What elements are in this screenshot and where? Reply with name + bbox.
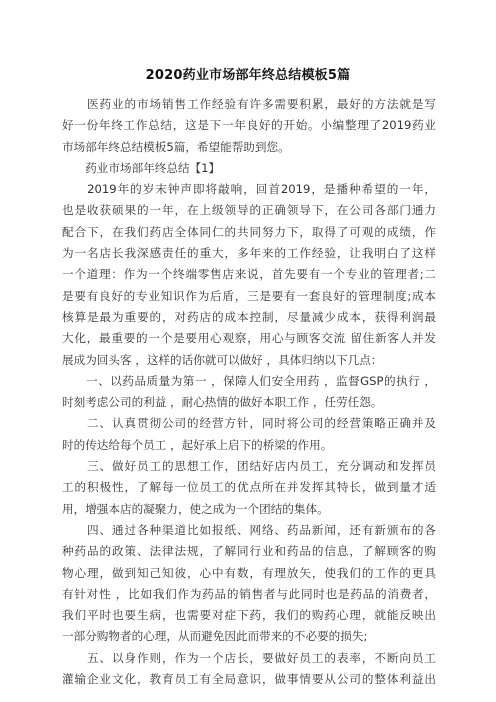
body-line: 工的积极性，了解每一位员工的优点所在并发挥其特长，做到量才适 — [62, 480, 436, 495]
body-line: 市场部年终总结模板5篇，希望能帮助到您。 — [62, 139, 290, 154]
body-line: 三、做好员工的思想工作，团结好店内员工，充分调动和发挥员 — [62, 459, 436, 474]
body-line: 一、以药品质量为第一 ，保障人们安全用药 ，监督GSP的执行 ， — [62, 373, 436, 388]
body-line: 2019年的岁末钟声即将敲响，回首2019，是播种希望的一年， — [62, 182, 436, 197]
body-line: 也是收获硕果的一年，在上级领导的正确领导下，在公司各部门通力 — [62, 203, 436, 218]
body-line: 配合下，在我们药店全体同仁的共同努力下，取得了可观的成绩，作 — [62, 224, 436, 239]
body-line: 四、通过各种渠道比如报纸、网络、药品新闻，还有新颁布的各 — [62, 522, 436, 537]
body-line: 是要有良好的专业知识作为后盾，三是要有一套良好的管理制度;成本 — [62, 288, 436, 303]
body-line: 为一名店长我深感责任的重大，多年来的工作经验，让我明白了这样 — [62, 246, 436, 261]
body-line: 核算是最为重要的，对药店的成本控制，尽量减少成本，获得利润最 — [62, 309, 436, 324]
body-line: 有针对性 ，比如我们作为药品的销售者与此同时也是药品的消费者， — [62, 586, 436, 601]
body-line: 医药业的市场销售工作经验有许多需要积累，最好的方法就是写 — [62, 97, 436, 111]
body-line: 大化，最重要的一个是要用心观察，用心与顾客交流 留住新客人并发 — [62, 331, 436, 346]
body-line: 用，增强本店的凝聚力，使之成为一个团结的集体。 — [62, 501, 329, 516]
body-line: 五、以身作则，作为一个店长，要做好员工的表率，不断向员工 — [62, 650, 436, 665]
body-line: 好一份年终工作总结，这是下一年良好的开始。小编整理了2019药业 — [62, 118, 436, 133]
body-line: 时刻考虑公司的利益 ，耐心热情的做好本职工作 ，任劳任怨。 — [62, 395, 383, 410]
body-line: 一个道理：作为一个终端零售店来说，首先要有一个专业的管理者;二 — [62, 267, 436, 282]
document-body — [62, 94, 436, 690]
body-line: 灌输企业文化，教育员工有全局意识，做事情要从公司的整体利益出 — [62, 672, 436, 687]
body-line: 一部分购物者的心理，从而避免因此而带来的不必要的损失; — [62, 629, 368, 644]
body-line: 药业市场部年终总结【1】 — [62, 160, 221, 175]
body-line: 种药品的政策、法律法规，了解同行业和药品的信息，了解顾客的购 — [62, 544, 436, 559]
body-line: 二、认真贯彻公司的经营方针，同时将公司的经营策略正确并及 — [62, 416, 436, 431]
body-line: 展成为回头客 ，这样的话你就可以做好 ，具体归纳以下几点： — [62, 352, 383, 367]
document-title: 2020药业市场部年终总结模板5篇 — [145, 68, 351, 83]
body-line: 物心理，做到知己知彼，心中有数，有理放矢，使我们的工作的更具 — [62, 565, 436, 580]
body-line: 时的传达给每个员工 ，起好承上启下的桥梁的作用。 — [62, 437, 333, 452]
body-line: 我们平时也要生病，也需要对症下药，我们的购药心理，就能反映出 — [62, 608, 436, 623]
